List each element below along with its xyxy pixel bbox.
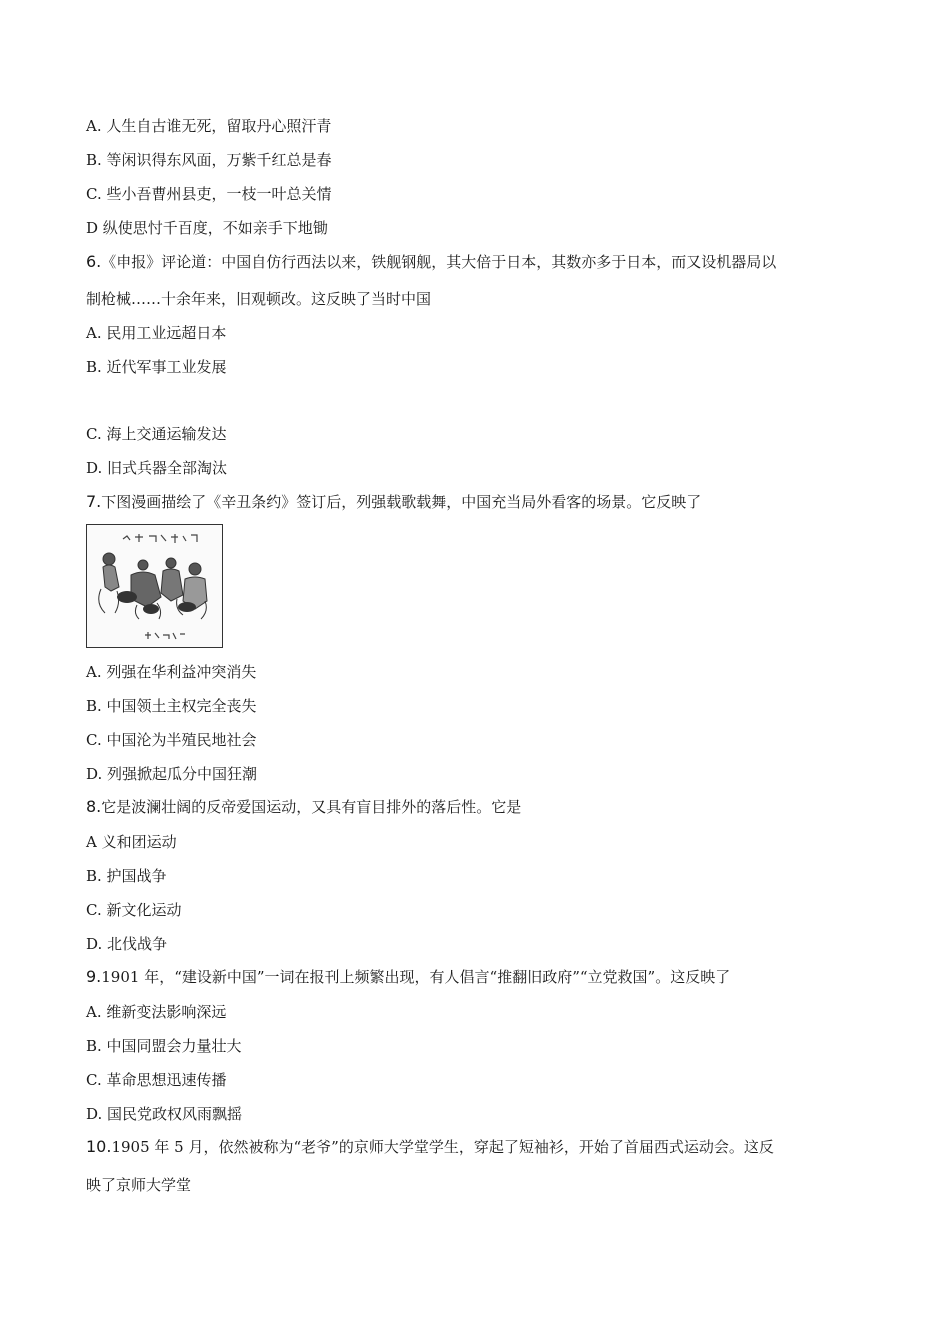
q8-option-b: B. 护国战争 bbox=[86, 867, 167, 885]
q8-stem-text: 它是波澜壮阔的反帝爱国运动，又具有盲目排外的落后性。它是 bbox=[101, 798, 522, 816]
q6-option-d: D. 旧式兵器全部淘汰 bbox=[86, 459, 228, 477]
q8-stem bbox=[86, 797, 521, 817]
q6-option-b: B. 近代军事工业发展 bbox=[86, 358, 227, 376]
q7-stem-text: 下图漫画描绘了《辛丑条约》签订后，列强载歌载舞，中国充当局外看客的场景。它反映了 bbox=[101, 493, 702, 511]
q6-number: 6. bbox=[86, 252, 102, 271]
q10-stem-line1: 1905 年 5 月，依然被称为“老爷”的京师大学堂学生，穿起了短袖衫，开始了首届西式运动会。这反 bbox=[111, 1138, 774, 1156]
q7-option-a: A. 列强在华利益冲突消失 bbox=[86, 663, 257, 681]
q7-option-b: B. 中国领土主权完全丧失 bbox=[86, 697, 257, 715]
q7-option-c: C. 中国沦为半殖民地社会 bbox=[86, 731, 257, 749]
q9-stem-text: 1901 年，“建设新中国”一词在报刊上频繁出现，有人倡言“推翻旧政府”“立党救国”。这反映了 bbox=[101, 968, 731, 986]
q10-stem-line2: 映了京师大学堂 bbox=[86, 1176, 192, 1194]
q9-number: 9. bbox=[86, 967, 102, 986]
q9-stem bbox=[86, 967, 730, 987]
q6-stem-line2: 制枪械……十余年来，旧观顿改。这反映了当时中国 bbox=[86, 290, 432, 308]
q9-option-b: B. 中国同盟会力量壮大 bbox=[86, 1037, 242, 1055]
q6-stem bbox=[86, 252, 776, 272]
q8-number: 8. bbox=[86, 797, 102, 816]
cartoon-figure bbox=[86, 524, 223, 648]
q5-option-d: D 纵使思忖千百度，不如亲手下地锄 bbox=[86, 219, 328, 237]
q8-option-d: D. 北伐战争 bbox=[86, 935, 168, 953]
q10-number: 10. bbox=[86, 1137, 112, 1156]
q6-option-a: A. 民用工业远超日本 bbox=[86, 324, 227, 342]
q7-number: 7. bbox=[86, 492, 102, 511]
cartoon-illustration bbox=[87, 525, 221, 646]
q5-option-c: C. 些小吾曹州县吏，一枝一叶总关情 bbox=[86, 185, 332, 203]
q10-stem bbox=[86, 1137, 774, 1157]
q6-stem-line1: 《申报》评论道：中国自仿行西法以来，铁舰钢舰，其大倍于日本，其数亦多于日本，而又设机器局以 bbox=[101, 253, 777, 271]
q9-option-a: A. 维新变法影响深远 bbox=[86, 1003, 227, 1021]
q8-option-a: A 义和团运动 bbox=[86, 833, 177, 851]
q8-option-c: C. 新文化运动 bbox=[86, 901, 182, 919]
q7-stem bbox=[86, 492, 701, 512]
q6-option-c: C. 海上交通运输发达 bbox=[86, 425, 227, 443]
q5-option-a: A. 人生自古谁无死，留取丹心照汗青 bbox=[86, 117, 332, 135]
q9-option-c: C. 革命思想迅速传播 bbox=[86, 1071, 227, 1089]
q9-option-d: D. 国民党政权风雨飘摇 bbox=[86, 1105, 243, 1123]
q7-option-d: D. 列强掀起瓜分中国狂潮 bbox=[86, 765, 258, 783]
q5-option-b: B. 等闲识得东风面，万紫千红总是春 bbox=[86, 151, 332, 169]
